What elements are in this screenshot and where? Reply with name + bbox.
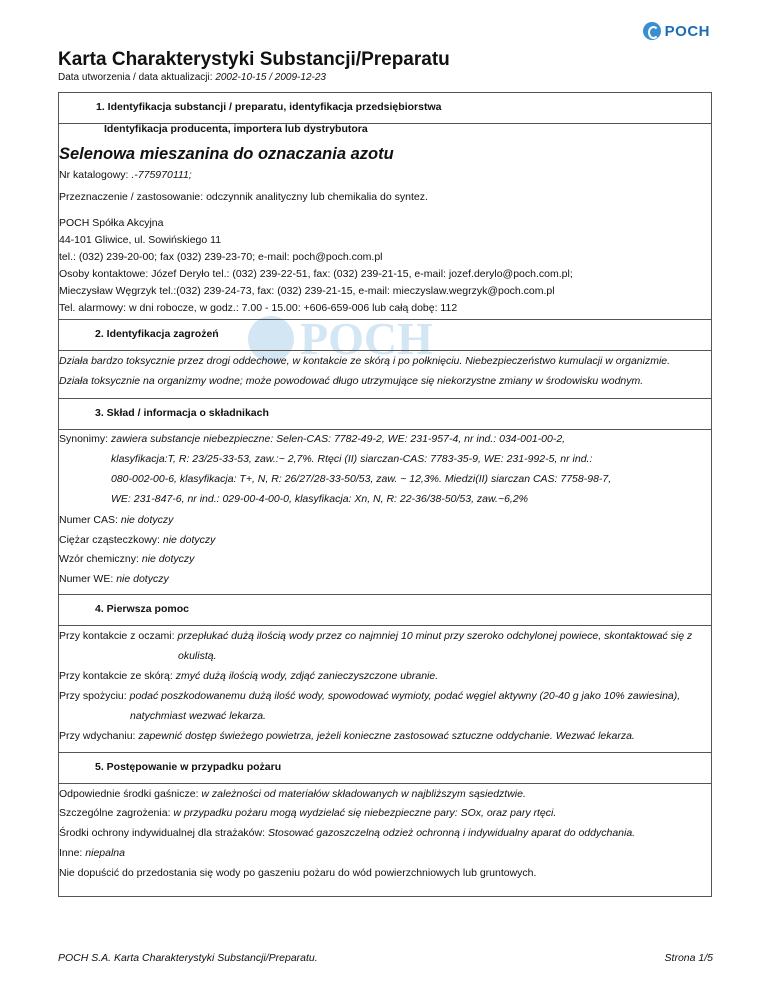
company-line: tel.: (032) 239-20-00; fax (032) 239-23-70; e-mail: poch@poch.com.pl xyxy=(59,251,383,263)
inhale-value: zapewnić dostęp świeżego powietrza, jeżeli konieczne zastosować sztuczne oddychanie. Wezwać lekarza. xyxy=(138,730,635,742)
first-aid-ingestion xyxy=(59,690,680,702)
mass-value: nie dotyczy xyxy=(162,534,216,546)
first-aid-eyes xyxy=(59,630,692,642)
other-value: niepalna xyxy=(85,847,125,859)
ingest-label: Przy spożyciu: xyxy=(59,690,127,702)
section-1-header xyxy=(59,93,711,124)
product-name: Selenowa mieszanina do oznaczania azotu xyxy=(59,145,394,163)
ingest-value-cont: natychmiast wezwać lekarza. xyxy=(130,710,266,722)
section-4-header xyxy=(58,594,712,626)
watermark-text: POCH xyxy=(300,313,433,364)
cas-number xyxy=(59,514,173,526)
dates-label: Data utworzenia / data aktualizacji: xyxy=(58,72,213,83)
company-line: Osoby kontaktowe: Józef Deryło tel.: (032) 239-22-51, fax: (032) 239-21-15, e-mail: jozef.derylo@poch.com.pl; xyxy=(59,268,573,280)
synonyms-line: zawiera substancje niebezpieczne: Selen-CAS: 7782-49-2, WE: 231-957-4, nr ind.: 034-001-00-2, xyxy=(111,433,566,445)
cas-label: Numer CAS: xyxy=(59,514,118,526)
company-line: POCH Spółka Akcyjna xyxy=(59,217,164,229)
document-title: Karta Charakterystyki Substancji/Preparatu xyxy=(58,49,450,70)
catalog-number xyxy=(59,169,192,181)
firefighter-ppe xyxy=(59,827,635,839)
chemical-formula xyxy=(59,553,194,565)
section-3-heading: 3. Skład / informacja o składnikach xyxy=(95,407,269,419)
purpose-value: odczynnik analityczny lub chemikalia do syntez. xyxy=(206,191,428,203)
section-2-heading: 2. Identyfikacja zagrożeń xyxy=(95,328,219,340)
hazards-label: Szczególne zagrożenia: xyxy=(59,807,171,819)
media-value: w zależności od materiałów składowanych w najbliższym sąsiedztwie. xyxy=(201,788,526,800)
document-dates xyxy=(58,72,326,83)
section-1-subheading: Identyfikacja producenta, importera lub dystrybutora xyxy=(104,123,368,135)
eyes-label: Przy kontakcie z oczami: xyxy=(59,630,175,642)
purpose-label: Przeznaczenie / zastosowanie: xyxy=(59,191,204,203)
catalog-value: .-775970111; xyxy=(131,169,192,181)
mass-label: Ciężar cząsteczkowy: xyxy=(59,534,160,546)
synonyms-line: 080-002-00-6, klasyfikacja: T+, N, R: 26/27/28-33-50/53, zaw. ~ 12,3%. Miedzi(II) siarczan CAS: 7758-98-7, xyxy=(111,473,612,485)
formula-value: nie dotyczy xyxy=(141,553,195,565)
company-line: Mieczysław Węgrzyk tel.:(032) 239-24-73, fax: (032) 239-21-15, e-mail: mieczyslaw.wegrzyk@poch.com.pl xyxy=(59,285,555,297)
footer-document-name: POCH S.A. Karta Charakterystyki Substancji/Preparatu. xyxy=(58,952,318,964)
purpose xyxy=(59,191,428,203)
formula-label: Wzór chemiczny: xyxy=(59,553,139,565)
company-line: Tel. alarmowy: w dni robocze, w godz.: 7.00 - 15.00: +606-659-006 lub całą dobę: 112 xyxy=(59,302,458,314)
water-runoff-note: Nie dopuścić do przedostania się wody po gaszeniu pożaru do wód powierzchniowych lub gruntowych. xyxy=(59,867,537,879)
company-line: 44-101 Gliwice, ul. Sowińskiego 11 xyxy=(59,234,222,246)
other-label: Inne: xyxy=(59,847,83,859)
we-value: nie dotyczy xyxy=(116,573,169,585)
eyes-value-cont: okulistą. xyxy=(178,650,217,662)
section-2-header xyxy=(58,319,712,351)
poch-logo-icon xyxy=(643,22,661,40)
synonyms-label: Synonimy: xyxy=(59,433,109,445)
skin-value: zmyć dużą ilością wody, zdjąć zanieczyszczone ubranie. xyxy=(175,670,439,682)
eyes-value: przepłukać dużą ilością wody przez co najmniej 10 minut przy szeroko odchylonej powiece, skontaktować się z xyxy=(177,630,693,642)
other-info xyxy=(59,847,125,859)
we-label: Numer WE: xyxy=(59,573,114,585)
section-5-header xyxy=(58,752,712,784)
poch-logo xyxy=(643,22,710,40)
cas-value: nie dotyczy xyxy=(120,514,174,526)
section-5-heading: 5. Postępowanie w przypadku pożaru xyxy=(95,761,282,773)
special-hazards xyxy=(59,807,556,819)
hazard-line: Działa toksycznie na organizmy wodne; może powodować długo utrzymujące się niekorzystne zmiany w środowisku wodnym. xyxy=(59,375,644,387)
hazards-value: w przypadku pożaru mogą wydzielać się niebezpieczne pary: SOx, oraz pary rtęci. xyxy=(173,807,557,819)
synonyms-line: klasyfikacja:T, R: 23/25-33-53, zaw.:~ 2,7%. Rtęci (II) siarczan-CAS: 7783-35-9, WE: 231-992-5, nr ind.: xyxy=(111,453,593,465)
first-aid-inhalation xyxy=(59,730,635,742)
ppe-label: Środki ochrony indywidualnej dla strażaków: xyxy=(59,827,266,839)
molecular-mass xyxy=(59,534,215,546)
first-aid-skin xyxy=(59,670,438,682)
ingest-value: podać poszkodowanemu dużą ilość wody, spowodować wymioty, podać węgiel aktywny (20-40 g jako 10% zawiesina), xyxy=(129,690,681,702)
skin-label: Przy kontakcie ze skórą: xyxy=(59,670,173,682)
section-4-heading: 4. Pierwsza pomoc xyxy=(95,603,189,615)
synonyms-line: WE: 231-847-6, nr ind.: 029-00-4-00-0, klasyfikacja: Xn, N, R: 22-36/38-50/53, zaw.~6,2% xyxy=(111,493,529,505)
inhale-label: Przy wdychaniu: xyxy=(59,730,136,742)
extinguishing-media xyxy=(59,788,526,800)
ppe-value: Stosować gazoszczelną odzież ochronną i indywidualny aparat do oddychania. xyxy=(267,827,636,839)
section-3-header xyxy=(58,398,712,430)
catalog-label: Nr katalogowy: xyxy=(59,169,129,181)
footer-page-number: Strona 1/5 xyxy=(664,952,713,964)
dates-value: 2002-10-15 / 2009-12-23 xyxy=(215,72,326,83)
logo-text: POCH xyxy=(664,22,710,40)
hazard-line: Działa bardzo toksycznie przez drogi oddechowe, w kontakcie ze skórą i po połknięciu. Niebezpieczeństwo kumulacji w organizmie. xyxy=(59,355,671,367)
we-number xyxy=(59,573,169,585)
section-1-heading: 1. Identyfikacja substancji / preparatu, identyfikacja przedsiębiorstwa xyxy=(96,101,442,113)
media-label: Odpowiednie środki gaśnicze: xyxy=(59,788,199,800)
